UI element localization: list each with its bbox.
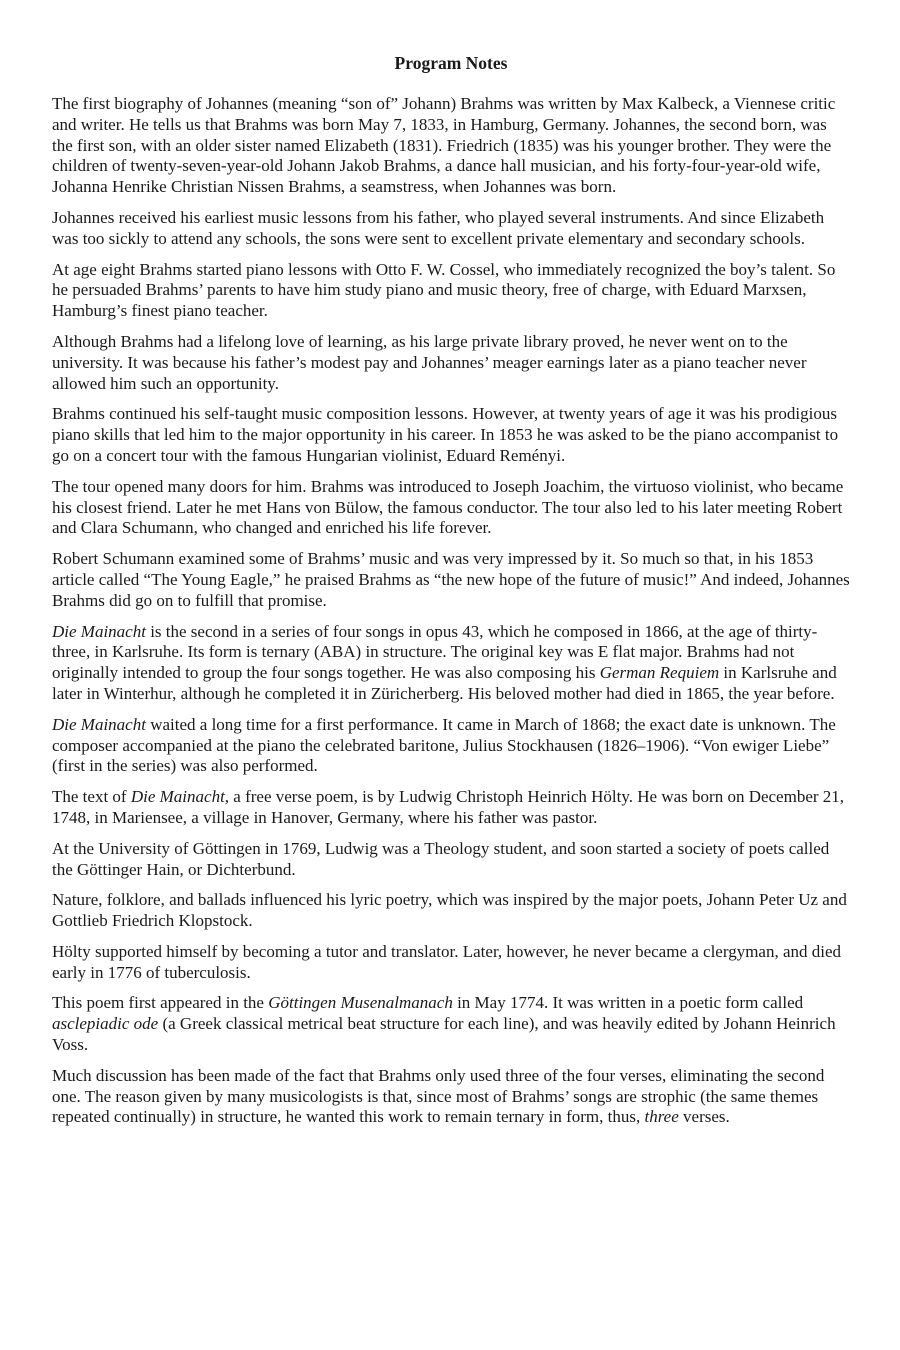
italic-text: asclepiadic ode — [52, 1014, 159, 1034]
text-run: Robert Schumann examined some of Brahms’ music and was very impressed by it. So much so that, in his 1853 article called “The Young Eagle,” he praised Brahms as “the new hope of the future of music!” And indeed, Johannes Brahms did go on to fulfill that promise. — [52, 549, 850, 610]
text-run: At age eight Brahms started piano lessons with Otto F. W. Cossel, who immediately recognized the boy’s talent. So he persuaded Brahms’ parents to have him study piano and music theory, free of charge, with Eduard Marxsen, Hamburg’s finest piano teacher. — [52, 259, 836, 321]
text-run: in Karlsruhe and later in Winterhur, although he completed it in Züricherberg. His beloved mother had died in 1865, the year before. — [52, 663, 837, 703]
paragraph — [52, 839, 850, 881]
paragraph — [52, 208, 850, 250]
body-text — [52, 94, 850, 1128]
page-title: Program Notes — [394, 53, 508, 73]
text-run: The first biography of Johannes (meaning “son of” Johann) Brahms was written by Max Kalbeck, a Viennese critic and writer. He tells us that Brahms was born May 7, 1833, in Hamburg, Germany. Johannes, the second born, was the first son, with an older sister named Elizabeth (1831). Friedrich (1835) was his younger brother. They were the children of twenty-seven-year-old Johann Jakob Brahms, a dance hall musician, and his forty-four-year-old wife, Johanna Henrike Christian Nissen Brahms, a seamstress, when Johannes was born. — [52, 94, 836, 197]
paragraph — [52, 1066, 850, 1128]
paragraph — [52, 477, 850, 539]
text-run: This poem first appeared in the — [52, 993, 269, 1013]
paragraph — [52, 332, 850, 394]
paragraph — [52, 260, 850, 322]
text-run: Brahms continued his self-taught music composition lessons. However, at twenty years of age it was his prodigious piano skills that led him to the major opportunity in his career. In 1853 he was asked to be the piano accompanist to go on a concert tour with the famous Hungarian violinist, Eduard Reményi. — [52, 404, 839, 465]
text-run: Johannes received his earliest music lessons from his father, who played several instruments. And since Elizabeth was too sickly to attend any schools, the sons were sent to excellent private elementary and secondary schools. — [52, 207, 825, 248]
text-run: Hölty supported himself by becoming a tutor and translator. Later, however, he never became a clergyman, and died early in 1776 of tuberculosis. — [52, 941, 842, 982]
italic-text: Die Mainacht — [52, 621, 146, 641]
italic-text: three — [644, 1107, 679, 1127]
paragraph — [52, 622, 850, 705]
text-run: Much discussion has been made of the fact that Brahms only used three of the four verses, eliminating the second one. The reason given by many musicologists is that, since most of Brahms’ songs are strophic (the same themes repeated continually) in structure, he wanted this work to remain ternary in form, thus, — [52, 1065, 825, 1127]
paragraph — [52, 549, 850, 611]
paragraph — [52, 94, 850, 198]
paragraph — [52, 993, 850, 1055]
text-run: The tour opened many doors for him. Brahms was introduced to Joseph Joachim, the virtuoso violinist, who became his closest friend. Later he met Hans von Bülow, the famous conductor. The tour also led to his later meeting Robert and Clara Schumann, who changed and enriched his life forever. — [52, 476, 844, 538]
text-run: verses. — [678, 1107, 730, 1127]
text-run: Although Brahms had a lifelong love of learning, as his large private library proved, he never went on to the university. It was because his father’s modest pay and Johannes’ meager earnings later as a piano teacher never allowed him such an opportunity. — [52, 331, 807, 393]
text-run: The text of — [52, 787, 131, 807]
text-run: At the University of Göttingen in 1769, Ludwig was a Theology student, and soon started a society of poets called the Göttinger Hain, or Dichterbund. — [52, 838, 830, 879]
paragraph — [52, 890, 850, 932]
program-notes-page — [52, 52, 850, 1138]
text-run: is the second in a series of four songs in opus 43, which he composed in 1866, at the age of thirty-three, in Karlsruhe. Its form is ternary (ABA) in structure. The original key was E flat major. Brahms had not originally intended to group the four songs together. He was also composing his — [52, 621, 818, 683]
italic-text: Die Mainacht, — [130, 787, 230, 807]
italic-text: German Requiem — [599, 663, 720, 683]
paragraph — [52, 404, 850, 466]
text-run: Nature, folklore, and ballads influenced his lyric poetry, which was inspired by the major poets, Johann Peter Uz and Gottlieb Friedrich Klopstock. — [52, 890, 847, 931]
paragraph — [52, 787, 850, 829]
text-run: (a Greek classical metrical beat structure for each line), and was heavily edited by Johann Heinrich Voss. — [52, 1014, 836, 1055]
italic-text: Göttingen Musenalmanach — [268, 993, 453, 1013]
italic-text: Die Mainacht — [52, 714, 146, 734]
text-run: a free verse poem, is by Ludwig Christoph Heinrich Hölty. He was born on December 21, 1748, in Mariensee, a village in Hanover, Germany, where his father was pastor. — [52, 787, 845, 827]
text-run: in May 1774. It was written in a poetic form called — [452, 993, 804, 1013]
paragraph — [52, 942, 850, 984]
paragraph — [52, 715, 850, 777]
text-run: waited a long time for a first performance. It came in March of 1868; the exact date is unknown. The composer accompanied at the piano the celebrated baritone, Julius Stockhausen (1826–1906). “Von ewiger Liebe” (first in the series) was also performed. — [52, 714, 836, 776]
